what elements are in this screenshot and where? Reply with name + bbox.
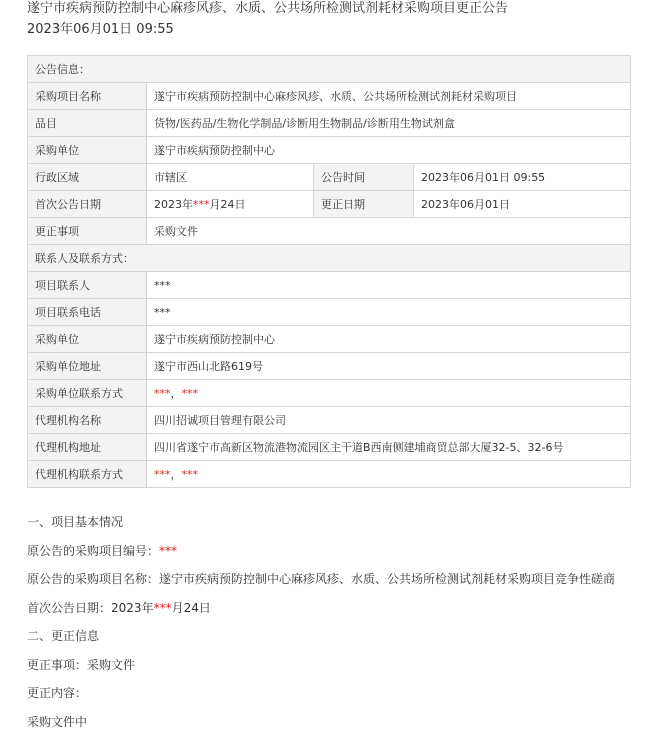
table-row	[28, 56, 631, 83]
table-row	[28, 272, 631, 299]
first-announcement-date	[27, 594, 615, 623]
section-heading-1: 一、项目基本情况	[27, 508, 615, 537]
first-announcement-date-prefix: 2023年	[111, 601, 154, 615]
purchaser-address-value: 遂宁市西山北路619号	[147, 353, 631, 380]
table-row	[28, 191, 631, 218]
first-date-value	[147, 191, 314, 218]
table-row	[28, 326, 631, 353]
contact-phone-value: ***	[147, 299, 631, 326]
agency-name-label: 代理机构名称	[28, 407, 147, 434]
agency-contact-b: ***	[182, 468, 199, 481]
original-project-number-value: ***	[159, 544, 177, 558]
table-row	[28, 380, 631, 407]
agency-address-label: 代理机构地址	[28, 434, 147, 461]
purchaser2-label: 采购单位	[28, 326, 147, 353]
purchaser-contact-a: ***	[154, 387, 171, 400]
original-project-name: 原公告的采购项目名称：遂宁市疾病预防控制中心麻疹风疹、水质、公共场所检测试剂耗材采购项目竞争性磋商	[27, 565, 615, 594]
agency-contact-label: 代理机构联系方式	[28, 461, 147, 488]
table-row	[28, 434, 631, 461]
correction-item-label: 更正事项	[28, 218, 147, 245]
notice-body	[27, 508, 615, 736]
agency-contact-value	[147, 461, 631, 488]
notice-date: 2023年06月01日 09:55	[27, 21, 174, 39]
notice-info-table	[27, 55, 631, 488]
correction-item-value: 采购文件	[147, 218, 631, 245]
section-contacts: 联系人及联系方式：	[28, 245, 631, 272]
first-date-suffix: 月24日	[210, 198, 246, 211]
correction-date-value: 2023年06月01日	[414, 191, 631, 218]
region-value: 市辖区	[147, 164, 314, 191]
publish-time-value: 2023年06月01日 09:55	[414, 164, 631, 191]
correction-content: 更正内容：	[27, 679, 615, 708]
table-row	[28, 353, 631, 380]
original-project-number	[27, 537, 615, 566]
category-value: 货物/医药品/生物化学制品/诊断用生物制品/诊断用生物试剂盒	[147, 110, 631, 137]
table-row	[28, 218, 631, 245]
table-row	[28, 110, 631, 137]
contact-phone-label: 项目联系电话	[28, 299, 147, 326]
first-announcement-date-suffix: 月24日	[172, 601, 211, 615]
correction-date-label: 更正日期	[314, 191, 414, 218]
first-date-masked: ***	[193, 198, 210, 211]
agency-name-value: 四川招诚项目管理有限公司	[147, 407, 631, 434]
first-date-prefix: 2023年	[154, 198, 193, 211]
agency-contact-a: ***	[154, 468, 171, 481]
procurement-document-line: 采购文件中	[27, 708, 615, 736]
section-announcement: 公告信息：	[28, 56, 631, 83]
correction-item: 更正事项：采购文件	[27, 651, 615, 680]
table-row	[28, 83, 631, 110]
category-label: 品目	[28, 110, 147, 137]
original-project-number-label: 原公告的采购项目编号：	[27, 544, 159, 558]
table-row	[28, 164, 631, 191]
table-row	[28, 299, 631, 326]
contact-person-label: 项目联系人	[28, 272, 147, 299]
table-row	[28, 461, 631, 488]
section-heading-2: 二、更正信息	[27, 622, 615, 651]
agency-address-value: 四川省遂宁市高新区物流港物流园区主干道B西南侧建埔商贸总部大厦32-5、32-6号	[147, 434, 631, 461]
table-row	[28, 245, 631, 272]
purchaser-contact-label: 采购单位联系方式	[28, 380, 147, 407]
purchaser2-value: 遂宁市疾病预防控制中心	[147, 326, 631, 353]
table-row	[28, 137, 631, 164]
agency-contact-sep: ，	[171, 468, 182, 481]
contact-person-value: ***	[147, 272, 631, 299]
purchaser-contact-value	[147, 380, 631, 407]
publish-time-label: 公告时间	[314, 164, 414, 191]
project-name-value: 遂宁市疾病预防控制中心麻疹风疹、水质、公共场所检测试剂耗材采购项目	[147, 83, 631, 110]
first-date-label: 首次公告日期	[28, 191, 147, 218]
table-row	[28, 407, 631, 434]
first-announcement-date-masked: ***	[154, 601, 172, 615]
notice-title: 遂宁市疾病预防控制中心麻疹风疹、水质、公共场所检测试剂耗材采购项目更正公告	[27, 0, 508, 18]
purchaser-address-label: 采购单位地址	[28, 353, 147, 380]
project-name-label: 采购项目名称	[28, 83, 147, 110]
purchaser-label: 采购单位	[28, 137, 147, 164]
purchaser-contact-sep: ，	[171, 387, 182, 400]
first-announcement-date-label: 首次公告日期：	[27, 601, 111, 615]
purchaser-contact-b: ***	[182, 387, 199, 400]
purchaser-value: 遂宁市疾病预防控制中心	[147, 137, 631, 164]
region-label: 行政区域	[28, 164, 147, 191]
